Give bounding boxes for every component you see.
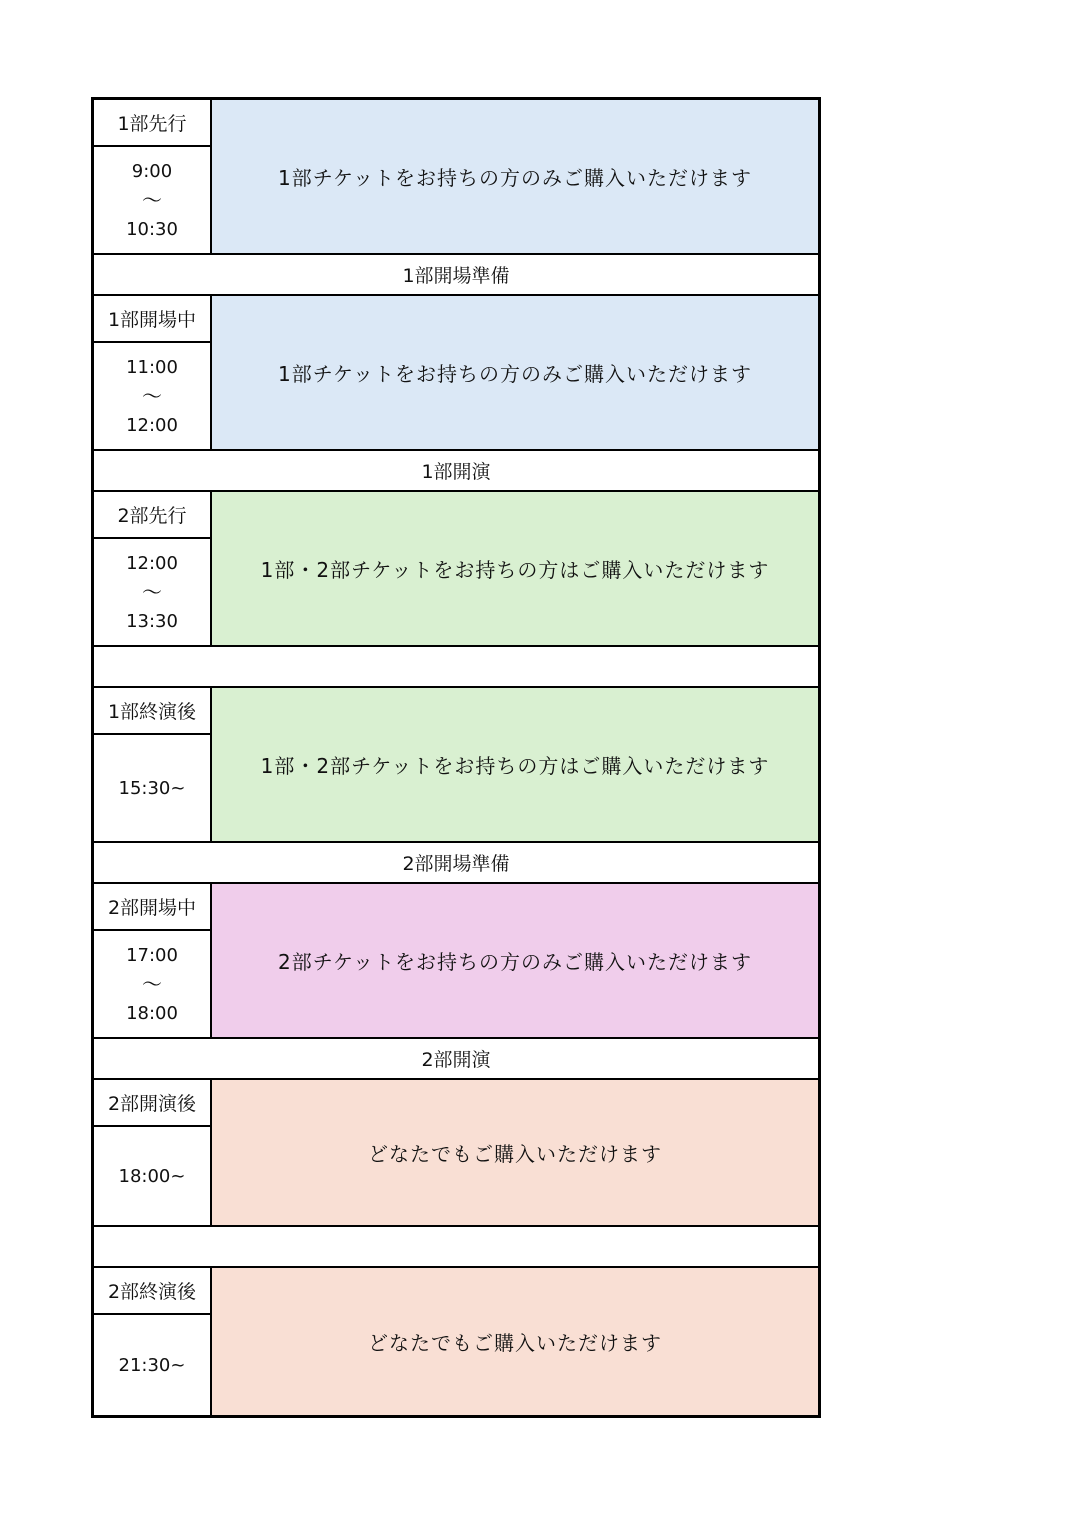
time-range <box>94 539 210 645</box>
schedule-block <box>94 1268 818 1415</box>
purchase-message: どなたでもご購入いただけます <box>212 1268 818 1415</box>
purchase-message: どなたでもご購入いただけます <box>212 1080 818 1225</box>
purchase-message: 1部・2部チケットをお持ちの方はご購入いただけます <box>212 492 818 645</box>
time-single <box>94 735 210 841</box>
time-range <box>94 931 210 1037</box>
time-single <box>94 1127 210 1225</box>
time-tilde: 〜 <box>142 187 162 212</box>
block-left-column <box>94 884 212 1037</box>
time-end: 10:30 <box>126 218 178 240</box>
time-start: 17:00 <box>126 944 178 966</box>
time-end: 18:00 <box>126 1002 178 1024</box>
phase-label: 2部先行 <box>94 492 210 539</box>
block-left-column <box>94 492 212 645</box>
phase-label: 1部先行 <box>94 100 210 147</box>
schedule-block <box>94 296 818 451</box>
schedule-block <box>94 688 818 843</box>
block-left-column <box>94 688 212 841</box>
time-tilde: 〜 <box>142 383 162 408</box>
schedule-block <box>94 100 818 255</box>
block-left-column <box>94 1268 212 1415</box>
purchase-message: 1部・2部チケットをお持ちの方はご購入いただけます <box>212 688 818 841</box>
time-start: 18:00~ <box>118 1165 186 1187</box>
time-start: 9:00 <box>131 160 173 182</box>
purchase-message: 2部チケットをお持ちの方のみご購入いただけます <box>212 884 818 1037</box>
phase-label: 1部開場中 <box>94 296 210 343</box>
time-range <box>94 147 210 253</box>
schedule-block <box>94 492 818 647</box>
time-tilde: 〜 <box>142 579 162 604</box>
time-start: 12:00 <box>126 552 178 574</box>
separator-row: 1部開場準備 <box>94 255 818 296</box>
time-start: 15:30~ <box>118 777 186 799</box>
separator-row: 2部開演 <box>94 1039 818 1080</box>
schedule-block <box>94 1080 818 1227</box>
block-left-column <box>94 1080 212 1225</box>
time-tilde: 〜 <box>142 971 162 996</box>
block-left-column <box>94 100 212 253</box>
phase-label: 2部開演後 <box>94 1080 210 1127</box>
time-start: 21:30~ <box>118 1354 186 1376</box>
block-left-column <box>94 296 212 449</box>
schedule-table <box>91 97 821 1418</box>
phase-label: 2部開場中 <box>94 884 210 931</box>
time-start: 11:00 <box>126 356 178 378</box>
separator-row: 2部開場準備 <box>94 843 818 884</box>
phase-label: 2部終演後 <box>94 1268 210 1315</box>
separator-row <box>94 647 818 688</box>
schedule-block <box>94 884 818 1039</box>
separator-row: 1部開演 <box>94 451 818 492</box>
time-end: 12:00 <box>126 414 178 436</box>
purchase-message: 1部チケットをお持ちの方のみご購入いただけます <box>212 100 818 253</box>
time-range <box>94 343 210 449</box>
phase-label: 1部終演後 <box>94 688 210 735</box>
time-single <box>94 1315 210 1415</box>
separator-row <box>94 1227 818 1268</box>
purchase-message: 1部チケットをお持ちの方のみご購入いただけます <box>212 296 818 449</box>
time-end: 13:30 <box>126 610 178 632</box>
